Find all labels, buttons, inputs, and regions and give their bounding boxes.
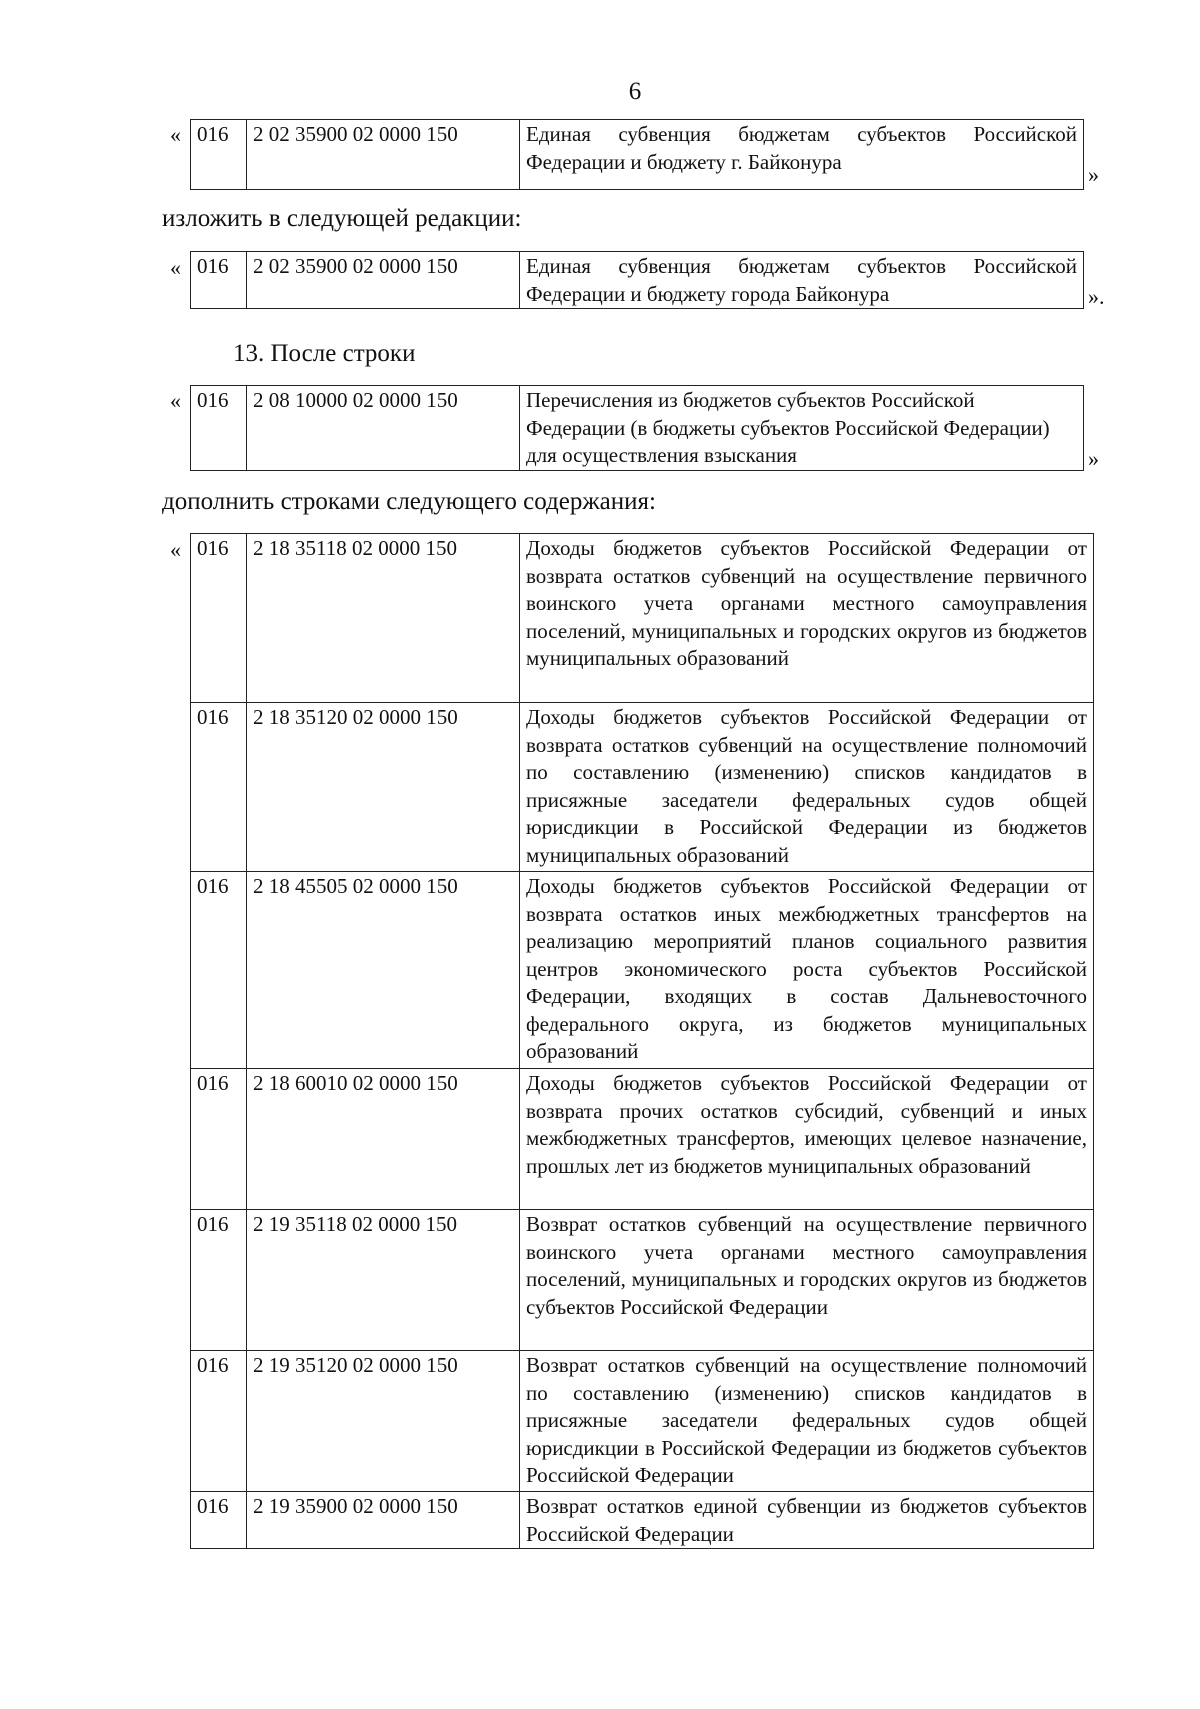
table-row — [191, 386, 1084, 471]
description-cell: Единая субвенция бюджетам субъектов Российской Федерации и бюджету города Байконура — [520, 252, 1084, 309]
budget-code-cell: 2 02 35900 02 0000 150 — [247, 252, 520, 309]
description-cell: Возврат остатков субвенций на осуществление полномочий по составлению (изменению) списков кандидатов в присяжные заседатели федеральных судов общей юрисдикции в Российской Федерации из бюджетов субъектов Российской Федерации — [520, 1351, 1094, 1492]
admin-code-cell: 016 — [191, 872, 247, 1069]
table-after — [190, 385, 1084, 471]
table-row — [191, 703, 1094, 872]
budget-code-cell: 2 18 35118 02 0000 150 — [247, 534, 520, 703]
table-row — [191, 1210, 1094, 1351]
table-row — [191, 252, 1084, 309]
open-quote: « — [170, 122, 181, 147]
table-row — [191, 1069, 1094, 1210]
table-row — [191, 534, 1094, 703]
table-old — [190, 119, 1084, 190]
description-cell: Доходы бюджетов субъектов Российской Федерации от возврата остатков субвенций на осуществление полномочий по составлению (изменению) списков кандидатов в присяжные заседатели федеральных судов общей юрисдикции в Российской Федерации из бюджетов муниципальных образований — [520, 703, 1094, 872]
table-row — [191, 1492, 1094, 1549]
open-quote: « — [170, 388, 181, 413]
admin-code-cell: 016 — [191, 252, 247, 309]
replace-phrase: изложить в следующей редакции: — [162, 205, 522, 232]
open-quote: « — [170, 537, 181, 562]
admin-code-cell: 016 — [191, 703, 247, 872]
budget-code-cell: 2 02 35900 02 0000 150 — [247, 120, 520, 190]
description-cell: Возврат остатков единой субвенции из бюджетов субъектов Российской Федерации — [520, 1492, 1094, 1549]
table-row — [191, 120, 1084, 190]
description-cell: Возврат остатков субвенций на осуществление первичного воинского учета органами местного самоуправления поселений, муниципальных и городских округов из бюджетов субъектов Российской Федерации — [520, 1210, 1094, 1351]
close-quote: » — [1088, 446, 1099, 471]
budget-code-cell: 2 19 35900 02 0000 150 — [247, 1492, 520, 1549]
description-cell: Доходы бюджетов субъектов Российской Федерации от возврата остатков субвенций на осуществление первичного воинского учета органами местного самоуправления поселений, муниципальных и городских округов из бюджетов муниципальных образований — [520, 534, 1094, 703]
admin-code-cell: 016 — [191, 120, 247, 190]
table-row — [191, 872, 1094, 1069]
close-quote-period: ». — [1088, 284, 1105, 309]
budget-code-cell: 2 19 35118 02 0000 150 — [247, 1210, 520, 1351]
description-cell: Перечисления из бюджетов субъектов Российской Федерации (в бюджеты субъектов Российской Федерации) для осуществления взыскания — [520, 386, 1084, 471]
table-new — [190, 251, 1084, 309]
open-quote: « — [170, 255, 181, 280]
budget-code-cell: 2 19 35120 02 0000 150 — [247, 1351, 520, 1492]
budget-code-cell: 2 18 45505 02 0000 150 — [247, 872, 520, 1069]
item-heading: 13. После строки — [233, 340, 416, 367]
admin-code-cell: 016 — [191, 534, 247, 703]
admin-code-cell: 016 — [191, 1492, 247, 1549]
description-cell: Единая субвенция бюджетам субъектов Российской Федерации и бюджету г. Байконура — [520, 120, 1084, 190]
budget-code-cell: 2 18 35120 02 0000 150 — [247, 703, 520, 872]
budget-code-cell: 2 08 10000 02 0000 150 — [247, 386, 520, 471]
close-quote: » — [1088, 162, 1099, 187]
description-cell: Доходы бюджетов субъектов Российской Федерации от возврата прочих остатков субсидий, субвенций и иных межбюджетных трансфертов, имеющих целевое назначение, прошлых лет из бюджетов муниципальных образований — [520, 1069, 1094, 1210]
table-add — [190, 533, 1094, 1549]
admin-code-cell: 016 — [191, 1210, 247, 1351]
page-number: 6 — [628, 78, 642, 105]
admin-code-cell: 016 — [191, 1069, 247, 1210]
admin-code-cell: 016 — [191, 1351, 247, 1492]
budget-code-cell: 2 18 60010 02 0000 150 — [247, 1069, 520, 1210]
table-row — [191, 1351, 1094, 1492]
admin-code-cell: 016 — [191, 386, 247, 471]
add-phrase: дополнить строками следующего содержания: — [162, 488, 656, 515]
description-cell: Доходы бюджетов субъектов Российской Федерации от возврата остатков иных межбюджетных трансфертов на реализацию мероприятий планов социального развития центров экономического роста субъектов Российской Федерации, входящих в состав Дальневосточного федерального округа, из бюджетов муниципальных образований — [520, 872, 1094, 1069]
